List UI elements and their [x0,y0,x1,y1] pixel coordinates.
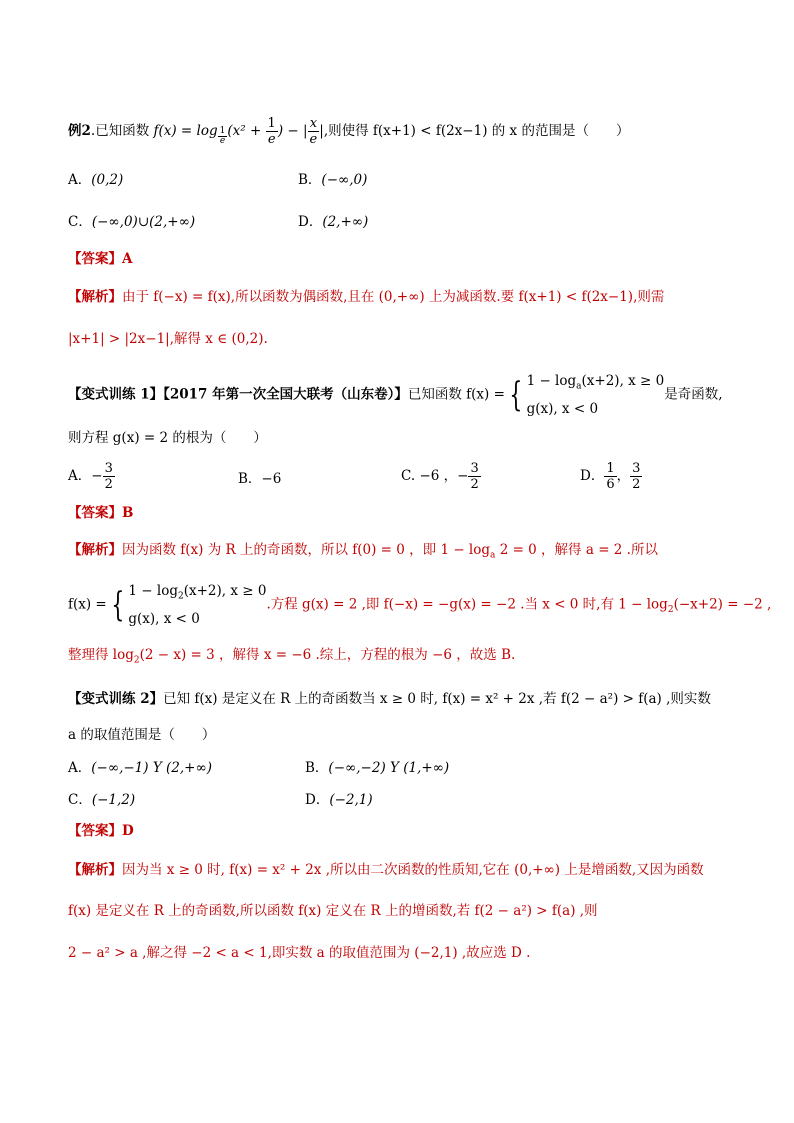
v1-analysis-line-2: f(x) = { $1 - \log_2(x+2)$, x ≥ 0 g(x), x < 0 .方程 g(x) = 2 ,即 f(−x) = −g(x) = −2 .当 x < 0 时,有 $1 - \log_2(-x+2) = -2$ , [68,583,772,627]
ex2-stem: 例2.已知函数 f(x) = log $\frac{1}{e}$ (x² + $\frac{1}{e}$ ) − | $\frac{x}{e}$ |,则使得 f(x+1) < f(2x−1) 的 x 的范围是（ ） [68,116,630,147]
ex2-answer: 【答案】A [68,251,133,267]
fraction-x-e: $\frac{x}{e}$ [309,116,318,147]
log-base: $\frac{1}{e}$ [219,126,226,146]
v2-stem-line-2: a 的取值范围是（ ） [68,727,216,743]
v2-analysis-line-2: f(x) 是定义在 R 上的奇函数,所以函数 f(x) 定义在 R 上的增函数,若 f(2 − a²) > f(a) ,则 [68,903,598,919]
fraction-1-e: $\frac{1}{e}$ [267,116,276,147]
v1-question: 则方程 g(x) = 2 的根为（ ） [68,430,267,446]
v2-analysis-line-1: 【解析】因为当 x ≥ 0 时, f(x) = x² + 2x ,所以由二次函数的性质知,它在 (0,+∞) 上是增函数,又因为函数 [68,862,704,878]
v1-option-b: B．−6 [238,471,282,487]
ex2-option-c: C．(−∞,0)∪(2,+∞) [68,214,196,230]
piecewise-cases: $1 - \log_a(x+2)$, x ≥ 0 g(x), x < 0 [526,373,665,417]
ex2-option-d: D．(2,+∞) [298,214,369,230]
v2-analysis-line-3: 2 − a² > a ,解之得 −2 < a < 1,即实数 a 的取值范围为 (−2,1) ,故应选 D . [68,945,531,961]
v2-option-b: B．(−∞,−2) Y (1,+∞) [305,760,450,776]
v1-analysis-line-3: 整理得 $\log_2(2 - x) = 3$ ，解得 x = −6 .综上，方程的根为 −6 ，故选 B. [68,647,516,666]
v2-option-c: C．(−1,2) [68,792,136,808]
ex2-analysis-line-2: |x+1| > |2x−1|,解得 x ∈ (0,2). [68,331,268,347]
v1-option-a: A．− $\frac{3}{2}$ [68,461,113,492]
ex2-option-a: A．(0,2) [68,172,124,188]
v1-analysis-line-1: 【解析】因为函数 f(x) 为 R 上的奇函数，所以 f(0) = 0 ，即 $1 - \log_a 2 = 0$ ，解得 a = 2 .所以 [68,542,658,561]
v1-stem: 【变式训练 1】【2017 年第一次全国大联考（山东卷）】已知函数 f(x) = { $1 - \log_a(x+2)$, x ≥ 0 g(x), x < 0 是奇函数, [68,370,723,420]
v1-option-d: D． $\frac{1}{6}$ ， $\frac{3}{2}$ [580,461,641,492]
v1-answer: 【答案】B [68,505,134,521]
ex2-label: 例2 [68,123,91,139]
v1-option-c: C. −6 ，− $\frac{3}{2}$ [401,461,479,492]
v2-option-a: A．(−∞,−1) Y (2,+∞) [68,760,212,776]
v2-option-d: D．(−2,1) [305,792,373,808]
v2-answer: 【答案】D [68,823,134,839]
v2-stem-line-1: 【变式训练 2】已知 f(x) 是定义在 R 上的奇函数当 x ≥ 0 时, f(x) = x² + 2x ,若 f(2 − a²) > f(a) ,则实数 [68,691,711,707]
brace-symbol: { [509,374,523,415]
ex2-option-b: B．(−∞,0) [298,172,368,188]
ex2-analysis-line-1: 【解析】由于 f(−x) = f(x),所以函数为偶函数,且在 (0,+∞) 上为减函数.要 f(x+1) < f(2x−1),则需 [68,289,665,305]
